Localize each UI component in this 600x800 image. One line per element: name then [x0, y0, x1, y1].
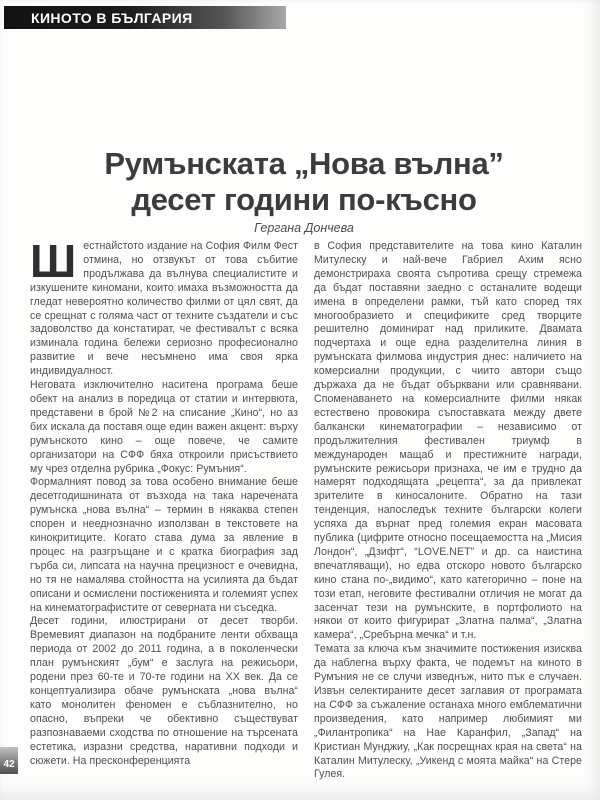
article-title-block [24, 146, 584, 235]
left-column [30, 235, 298, 782]
right-column [314, 240, 582, 782]
section-header-label: КИНОТО В БЪЛГАРИЯ [31, 9, 193, 26]
paragraph-text: естнайстото издание на София Филм Фест отмина, но отзвукът от това събитие продължава да вълнува специалистите и изкушените киномани, които имаха възможността да гледат невероятно количество филми от цял свят, да се срещнат с голяма част от техните създатели и със задоволство да констатират, че фестивалът с всяка изминала година бележи сериозно професионално развитие и вече несъмнено има своя ярка индивидуалност. [30, 240, 298, 378]
paragraph: Десет години, илюстрирани от десет творби. Времевият диапазон на подбраните ленти обхваща периода от 2002 до 2011 година, а в поколенчески план румънският „бум“ е заслуга на режисьори, родени през 60-те и 70-те години на ХХ век. Да се концептуализира обаче румънската „нова вълна“ като монолитен феномен е съблазнително, но опасно, въпреки че обективно съществуват разпознаваеми сходства по отношение на търсената естетика, изразни средства, наративни подходи и сюжети. На пресконференцията [30, 615, 298, 767]
drop-cap: Ш [30, 235, 77, 287]
paragraph: Неговата изключително наситена програма беше обект на анализ в поредица от статии и интервюта, представени в брой №2 на списание „Кино“, но аз бих искала да поставя още един важен акцент: върху румънското кино – още повече, че самите организатори на СФФ бяха откроили присъствието му чрез отделна рубрика „Фокус: Румъния“. [30, 379, 298, 475]
page-number: 42 [3, 759, 15, 770]
paragraph: в София представителите на това кино Каталин Митулеску и най-вече Габриел Ахим ясно демонстрираха своята съпротива срещу стремежа да бъдат поставяни заедно с останалите водещи имена в определени рамки, тъй като според тях многообразието и спецификите сред творците решително доминират над приликите. Двамата подчертаха и още една разделителна линия в румънската филмова индустрия днес: наличието на комерсиални продукции, с чиито автори също държаха да не бъдат обърквани или сравнявани. Споменаването на комерсиалните филми някак естествено провокира съпоставката между двете балкански кинематографии – независимо от продължителния фестивален триумф в международен мащаб и престижните награди, румънските режисьори признаха, че им е трудно да намерят подходящата „рецепта“, за да привлекат зрителите в киносалоните. Обратно на тази тенденция, напоследък техните български колеги успяха да върнат пред големия екран масовата публика (цифрите относно посещаемостта на „Мисия Лондон“, „Дзифт“, “LOVE.NET” и др. са наистина впечатляващи), но едва отскоро новото българско кино стана по-„видимо“, като категорично – поне на този етап, неговите фестивални отличия не могат да засенчат тези на румънските, в портфолиото на някои от които фигурират „Златна палма“, „Златна камера“, „Сребърна мечка“ и т.н. [314, 240, 582, 642]
article-title-line-2: десет години по-късно [131, 182, 477, 217]
article-body [30, 235, 583, 782]
paragraph [30, 235, 298, 379]
page-number-box [0, 747, 18, 774]
article-title-line-1: Румънската „Нова вълна” [104, 146, 504, 181]
section-header-bar [4, 6, 286, 29]
paragraph: Формалният повод за това особено внимание беше десетгодишнината от възхода на така наречената румънска „нова вълна“ – термин в някаква степен спорен и нееднозначно използван в текстовете на кинокритиците. Когато става дума за явление в процес на разгръщане и с кратка биография зад гърба си, липсата на научна прецизност е очевидна, но тя не намалява стойността на усилията да бъдат описани и осмислени постиженията и големият успех на кинематографистите от северната ни съседка. [30, 476, 298, 614]
paragraph: Темата за ключа към значимите постижения изисква да наблегна върху факта, че подемът на киното в Румъния не се случи изведнъж, нито пък е случаен. Извън селектираните десет заглавия от програмата на СФФ за съжаление останаха много емблематични произведения, като например любимият ми „Филантропика“ на Нае Каранфил, „Запад“ на Кристиан Мунджиу, „Как посрещнах края на света“ на Каталин Митулеску, „Уикенд с моята майка“ на Стере Гулея. [314, 643, 582, 781]
article-author: Гергана Дончева [254, 221, 354, 235]
